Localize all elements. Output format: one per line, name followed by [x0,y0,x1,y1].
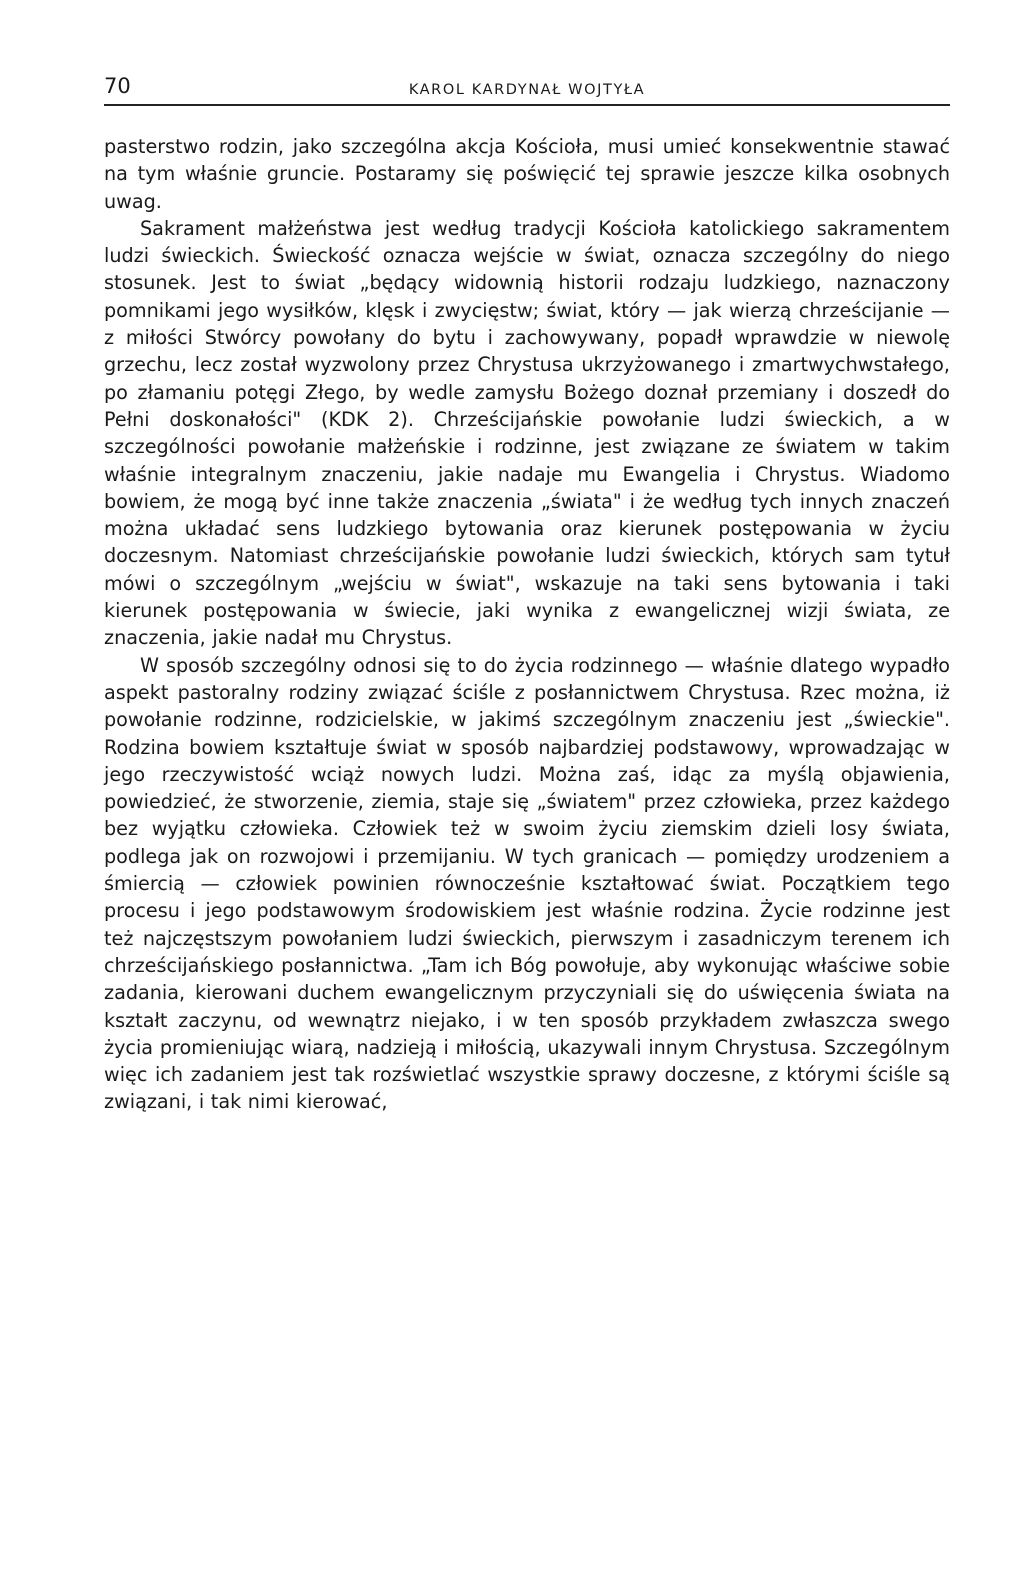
paragraph-3: W sposób szczególny odnosi się to do życia rodzinnego — właśnie dlatego wypadło aspekt pastoralny rodziny związać ściśle z posłannictwem Chrystusa. Rzec można, iż powołanie rodzinne, rodzicielskie, w jakimś szczególnym znaczeniu jest „świeckie". Rodzina bowiem kształtuje świat w sposób najbardziej podstawowy, wprowadzając w jego rzeczywistość wciąż nowych ludzi. Można zaś, idąc za myślą objawienia, powiedzieć, że stworzenie, ziemia, staje się „światem" przez człowieka, przez każdego bez wyjątku człowieka. Człowiek też w swoim życiu ziemskim dzieli losy świata, podlega jak on rozwojowi i przemijaniu. W tych granicach — pomiędzy urodzeniem a śmiercią — człowiek powinien równocześnie kształtować świat. Początkiem tego procesu i jego podstawowym środowiskiem jest właśnie rodzina. Życie rodzinne jest też najczęstszym powołaniem ludzi świeckich, pierwszym i zasadniczym terenem ich chrześcijańskiego posłannictwa. „Tam ich Bóg powołuje, aby wykonując właściwe sobie zadania, kierowani duchem ewangelicznym przyczyniali się do uświęcenia świata na kształt zaczynu, od wewnątrz niejako, i w ten sposób przykładem zwłaszcza swego życia promieniując wiarą, nadzieją i miłością, ukazywali innym Chrystusa. Szczególnym więc ich zadaniem jest tak rozświetlać wszystkie sprawy doczesne, z którymi ściśle są związani, i tak nimi kierować, [104,653,950,1114]
paragraph-2: Sakrament małżeństwa jest według tradycji Kościoła katolickiego sakramentem ludzi świeckich. Świeckość oznacza wejście w świat, oznacza szczególny do niego stosunek. Jest to świat „będący widownią historii rodzaju ludzkiego, naznaczony pomnikami jego wysiłków, klęsk i zwycięstw; świat, który — jak wierzą chrześcijanie — z miłości Stwórcy powołany do bytu i zachowywany, popadł wprawdzie w niewolę grzechu, lecz został wyzwolony przez Chrystusa ukrzyżowanego i zmartwychwstałego, po złamaniu potęgi Złego, by wedle zamysłu Bożego doznał przemiany i doszedł do Pełni doskonałości" (KDK 2). Chrześcijańskie powołanie ludzi świeckich, a w szczególności powołanie małżeńskie i rodzinne, jest związane ze światem w takim właśnie integralnym znaczeniu, jakie nadaje mu Ewangelia i Chrystus. Wiadomo bowiem, że mogą być inne także znaczenia „świata" i że według tych innych znaczeń można układać sens ludzkiego bytowania oraz kierunek postępowania w życiu doczesnym. Natomiast chrześcijańskie powołanie ludzi świeckich, których sam tytuł mówi o szczególnym „wejściu w świat", wskazuje na taki sens bytowania i taki kierunek postępowania w świecie, jaki wynika z ewangelicznej wizji świata, ze znaczenia, jakie nadał mu Chrystus. [104,216,950,650]
page-header [104,70,950,106]
paragraph-1: pasterstwo rodzin, jako szczególna akcja Kościoła, musi umieć konsekwentnie stawać na tym właśnie gruncie. Postaramy się poświęcić tej sprawie jeszcze kilka osobnych uwag. [104,135,950,213]
page-number: 70 [104,74,131,98]
running-head: KAROL KARDYNAŁ WOJTYŁA [408,82,646,98]
body-text [104,133,950,1116]
